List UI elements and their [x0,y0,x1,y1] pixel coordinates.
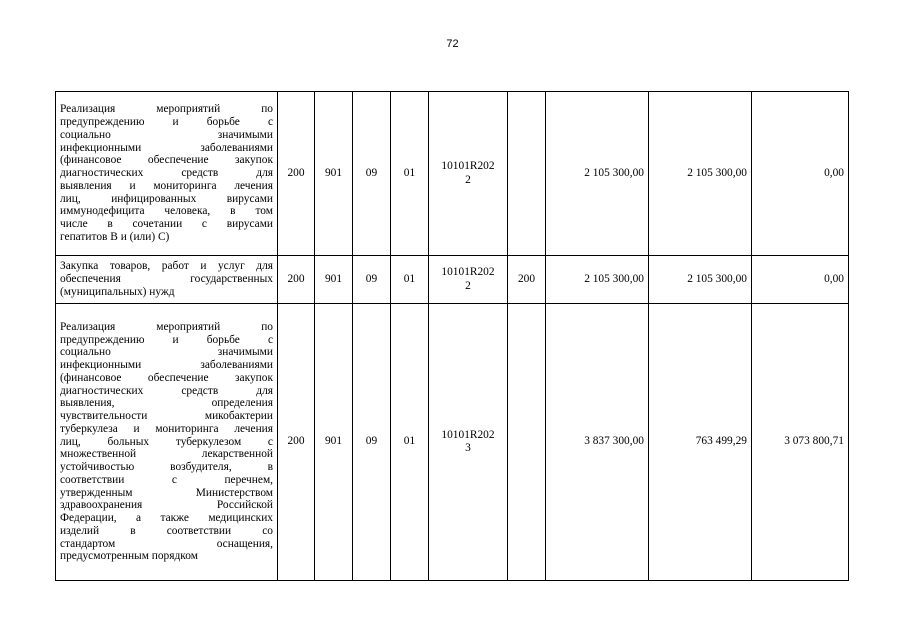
subsection-cell: 01 [391,256,429,304]
executed-sum-cell: 763 499,29 [649,304,752,581]
target-article-line2: 2 [465,173,471,186]
description-cell [56,304,278,581]
description-line: Закупка товаров, работ и услуг для [60,260,273,273]
description-line: инфекционными заболеваниями [60,359,273,372]
remaining-sum-cell: 3 073 800,71 [752,304,849,581]
target-article-cell [429,256,508,304]
section-code-cell: 200 [278,256,315,304]
table-row [56,92,849,256]
ministry-code-cell: 901 [315,256,353,304]
target-article-line1: 10101R202 [441,428,495,441]
target-article-line1: 10101R202 [441,160,495,173]
description-line: социально значимыми [60,128,273,141]
table-body [56,92,849,581]
planned-sum-cell: 2 105 300,00 [546,92,649,256]
target-article-line2: 3 [465,442,471,454]
description-line: устойчивостью возбудителя, в [60,461,273,474]
budget-table [55,91,849,581]
expense-type-cell [508,304,546,581]
description-line: чувствительности микобактерии [60,410,273,423]
target-article-cell [429,92,508,256]
target-article-line1: 10101R202 [441,266,495,279]
description-line: выявления, определения [60,397,273,410]
description-line: выявления и мониторинга лечения [60,179,273,192]
description-line: предупреждению и борьбе с [60,116,273,129]
description-line: (муниципальных) нужд [60,285,175,298]
description-cell [56,256,278,304]
planned-sum-cell: 3 837 300,00 [546,304,649,581]
section-cell: 09 [353,92,391,256]
description-line: инфекционными заболеваниями [60,141,273,154]
expense-type-cell [508,92,546,256]
description-line: предупреждению и борьбе с [60,333,273,346]
description-line: иммунодефицита человека, в том [60,205,273,218]
table-row [56,256,849,304]
description-cell [56,92,278,256]
description-line: Реализация мероприятий по [60,320,273,333]
description-line: обеспечения государственных [60,273,273,286]
remaining-sum-cell: 0,00 [752,92,849,256]
description-line: туберкулеза и мониторинга лечения [60,422,273,435]
description-line: соответствии с перечнем, [60,473,273,486]
description-line: (финансовое обеспечение закупок [60,371,273,384]
description-line: лиц, больных туберкулезом с [60,435,273,448]
description-line: стандартом оснащения, [60,537,273,550]
section-code-cell: 200 [278,92,315,256]
ministry-code-cell: 901 [315,304,353,581]
ministry-code-cell: 901 [315,92,353,256]
executed-sum-cell: 2 105 300,00 [649,92,752,256]
section-cell: 09 [353,304,391,581]
description-line: здравоохранения Российской [60,499,273,512]
description-line: социально значимыми [60,346,273,359]
planned-sum-cell: 2 105 300,00 [546,256,649,304]
description-line: Федерации, а также медицинских [60,512,273,525]
description-line: числе в сочетании с вирусами [60,218,273,231]
expense-type-cell: 200 [508,256,546,304]
description-line: множественной лекарственной [60,448,273,461]
remaining-sum-cell: 0,00 [752,256,849,304]
subsection-cell: 01 [391,92,429,256]
page-number: 72 [446,38,459,50]
description-line: диагностических средств для [60,384,273,397]
description-line: (финансовое обеспечение закупок [60,154,273,167]
description-line: диагностических средств для [60,167,273,180]
subsection-cell: 01 [391,304,429,581]
description-line: утвержденным Министерством [60,486,273,499]
target-article-cell [429,304,508,581]
section-code-cell: 200 [278,304,315,581]
description-line: предусмотренным порядком [60,550,198,563]
description-line: изделий в соответствии со [60,524,273,537]
section-cell: 09 [353,256,391,304]
description-line: гепатитов В и (или) С) [60,230,170,243]
executed-sum-cell: 2 105 300,00 [649,256,752,304]
target-article-line2: 2 [465,279,471,292]
table-row [56,304,849,581]
description-line: Реализация мероприятий по [60,103,273,116]
description-line: лиц, инфицированных вирусами [60,192,273,205]
